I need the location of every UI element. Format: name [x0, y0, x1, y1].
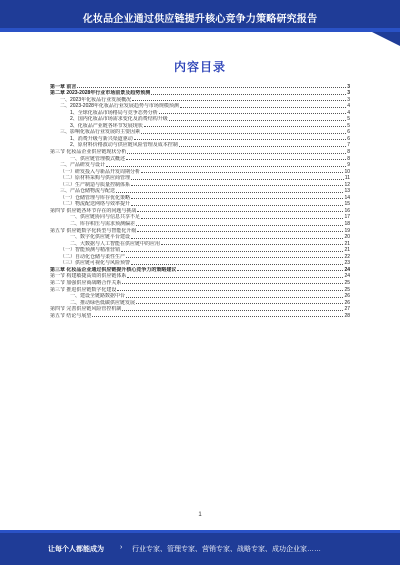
toc-entry-page: 8	[347, 155, 350, 162]
toc-leader-dots	[137, 231, 343, 232]
toc-entry-page: 24	[344, 266, 350, 273]
toc-entry-label: 第三节 推进供应链数字化建设	[50, 286, 117, 293]
footer-arrow-icon: ›	[120, 544, 123, 551]
toc-entry-page: 6	[347, 129, 350, 136]
toc-entry-page: 24	[344, 273, 350, 280]
toc-entry-page: 15	[344, 201, 350, 208]
toc-entry-label: 一、供应链协同与信息共享不足	[70, 214, 141, 221]
toc-leader-dots	[141, 133, 346, 134]
toc-entry-label: 第一节 构建敏捷高效的供应链体系	[50, 273, 127, 280]
toc-entry-page: 16	[344, 207, 350, 214]
toc-entry-label: （二）自动化仓储与柔性生产	[60, 253, 126, 260]
toc-entry-label: 二、产品研发与设计	[60, 162, 106, 169]
toc-entry-page: 8	[347, 149, 350, 156]
toc-leader-dots	[136, 225, 343, 226]
toc-entry-page: 17	[344, 214, 350, 221]
toc-entry-label: （三）生产制造与质量控制体系	[60, 181, 131, 188]
toc-leader-dots	[117, 290, 343, 291]
toc-leader-dots	[121, 251, 343, 252]
toc-entry-label: 1、消费升级与新兴渠道驱动	[70, 135, 133, 142]
toc-entry-page: 12	[344, 181, 350, 188]
toc-entry-page: 6	[347, 135, 350, 142]
toc-entry-label: 二、库存积压与需求预测偏差	[70, 221, 136, 228]
toc-entry-label: 2、国内化妆品市场需求变化及消费结构升级	[70, 116, 168, 123]
toc-entry-label: 第二章 2023-2028年行业市场前景及趋势预测	[50, 90, 151, 97]
toc-leader-dots	[131, 238, 343, 239]
toc-entry-label: 3、化妆品产业链各环节发展现状	[70, 122, 143, 129]
corner-decoration	[372, 32, 400, 46]
footer-slogan: 让每个人都能成为	[48, 546, 104, 553]
toc-entry-page: 26	[344, 299, 350, 306]
toc-heading: 内容目录	[173, 60, 226, 74]
toc-entry-label: 第五节 供应链数字化转型与智能化升级	[50, 227, 137, 234]
header-accent-line	[0, 28, 400, 32]
toc-entry-page: 26	[344, 293, 350, 300]
toc-entry-page: 3	[347, 83, 350, 90]
toc-entry-page: 9	[347, 162, 350, 169]
toc-entry-label: 二、大数据与人工智能在供应链中的应用	[70, 240, 161, 247]
toc-entry-label: 第四节 供应链各环节存在的问题与挑战	[50, 207, 137, 214]
toc-entry-page: 7	[347, 142, 350, 149]
toc-entry-label: 2、原材料价格波动与供应链风险管理及成本控制	[70, 142, 178, 149]
toc-leader-dots	[134, 139, 346, 140]
toc-leader-dots	[122, 283, 343, 284]
toc-entry-label: 一、建设全链路数据中台	[70, 293, 126, 300]
report-title: 化妆品企业通过供应链提升核心竞争力策略研究报告	[82, 14, 318, 25]
toc-entry-page: 13	[344, 188, 350, 195]
toc-leader-dots	[137, 211, 343, 212]
toc-leader-dots	[126, 257, 343, 258]
toc-leader-dots	[127, 153, 346, 154]
toc-entry-label: 一、数字化供应链平台建设	[70, 234, 131, 241]
toc-leader-dots	[116, 192, 343, 193]
toc-entry-label: 三、影响化妆品行业发展的主要因素	[60, 129, 141, 136]
toc-entry-label: 二、2023-2028年化妆品行业发展趋势与市场规模预测	[60, 103, 179, 110]
toc-leader-dots	[127, 277, 343, 278]
toc-leader-dots	[159, 113, 346, 114]
toc-leader-dots	[131, 179, 344, 180]
toc-entry-label: （一）仓储管理与库存优化策略	[60, 194, 131, 201]
toc-leader-dots	[169, 120, 346, 121]
toc-entry-label: 第一章 前言	[50, 83, 77, 90]
page-number: 1	[198, 512, 202, 518]
toc-entry-page: 25	[344, 279, 350, 286]
toc-entry-page: 28	[344, 312, 350, 319]
toc-leader-dots	[151, 94, 346, 95]
toc-leader-dots	[141, 218, 343, 219]
toc-entry-page: 20	[344, 234, 350, 241]
toc-entry[interactable]	[50, 312, 350, 319]
toc-leader-dots	[126, 159, 346, 160]
toc-leader-dots	[131, 185, 343, 186]
toc-entry-page: 18	[344, 221, 350, 228]
toc-entry-page: 4	[347, 109, 350, 116]
toc-leader-dots	[106, 166, 346, 167]
toc-entry-label: 第二节 加强供应商战略合作关系	[50, 279, 122, 286]
toc-entry-page: 5	[347, 122, 350, 129]
toc-leader-dots	[180, 107, 346, 108]
toc-entry-page: 22	[344, 253, 350, 260]
toc-entry-page: 3	[347, 90, 350, 97]
toc-entry-page: 3	[347, 96, 350, 103]
toc-entry-page: 11	[344, 175, 350, 182]
toc-entry-label: （二）原材料采购与供应商管理	[60, 175, 131, 182]
toc-entry-label: （一）智能预测与精准营销	[60, 247, 121, 254]
toc-leader-dots	[179, 146, 346, 147]
toc-entry-label: 1、全球化妆品市场格局与竞争态势分析	[70, 109, 158, 116]
toc-entry-page: 25	[344, 286, 350, 293]
toc-entry-label: （一）研发投入与新品开发周期分析	[60, 168, 141, 175]
toc-leader-dots	[136, 303, 343, 304]
toc-leader-dots	[132, 100, 346, 101]
footer-accent-line	[0, 530, 400, 533]
toc-entry-label: 第四节 完善供应链风险管控机制	[50, 306, 122, 313]
toc-entry-page: 21	[344, 240, 350, 247]
toc-entry-label: 二、推动绿色低碳供应链发展	[70, 299, 136, 306]
toc-leader-dots	[77, 87, 346, 88]
toc-entry-page: 19	[344, 227, 350, 234]
toc-entry-label: 一、供应链管理模式概述	[70, 155, 126, 162]
toc-entry-label: 第三节 化妆品企业供应链现状分析	[50, 149, 127, 156]
toc-entry-label: （二）物流配送网络与效率提升	[60, 201, 131, 208]
toc-entry-page: 21	[344, 247, 350, 254]
toc-entry-page: 23	[344, 260, 350, 267]
toc-leader-dots	[144, 126, 346, 127]
toc-entry-label: （三）供应链可视化与风险预警	[60, 260, 131, 267]
toc-entry-label: 第五节 结论与展望	[50, 312, 92, 319]
table-of-contents	[50, 83, 350, 319]
toc-entry-label: 一、2023年化妆品行业发展概况	[60, 96, 132, 103]
footer-roles-text: 行业专家、管理专家、营销专家、战略专家、成功企业家……	[132, 546, 321, 553]
toc-entry-page: 27	[344, 306, 350, 313]
toc-leader-dots	[126, 297, 343, 298]
toc-leader-dots	[131, 198, 343, 199]
toc-entry-label: 三、产品仓储物流与配送	[60, 188, 116, 195]
toc-leader-dots	[122, 310, 343, 311]
toc-entry-page: 14	[344, 194, 350, 201]
toc-leader-dots	[131, 205, 343, 206]
toc-leader-dots	[141, 172, 343, 173]
toc-leader-dots	[177, 270, 343, 271]
toc-entry-page: 5	[347, 116, 350, 123]
toc-leader-dots	[92, 316, 343, 317]
toc-entry-label: 第三章 化妆品企业通过供应链提升核心竞争力的策略建议	[50, 266, 177, 273]
toc-entry-page: 10	[344, 168, 350, 175]
toc-entry-page: 4	[347, 103, 350, 110]
toc-leader-dots	[161, 244, 343, 245]
toc-leader-dots	[131, 264, 343, 265]
